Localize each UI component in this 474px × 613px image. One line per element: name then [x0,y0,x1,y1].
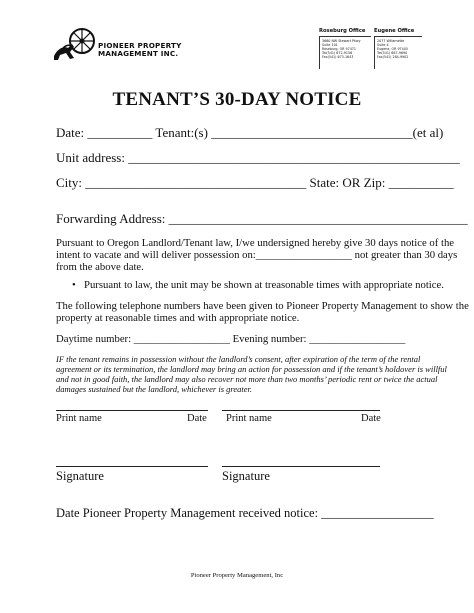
bullet-dot: • [72,279,76,291]
date-left-label: Date [187,413,207,424]
print-name-right-line[interactable] [222,410,380,411]
print-name-left-label: Print name [56,413,102,424]
eugene-office-title: Eugene Office [374,28,415,34]
eugene-line: 2077 Willamette [377,39,405,43]
roseburg-office-address [319,36,371,69]
eugene-line: Tel(541) 687-9690 [377,51,408,56]
signature-left-label: Signature [56,469,104,483]
roseburg-line: Roseburg, OR 97471 [322,47,356,52]
signature-right-label: Signature [222,469,270,483]
company-name [98,42,182,58]
phone-numbers-field[interactable]: Daytime number: __________________ Evening number: __________________ [56,333,406,345]
print-name-right-label: Print name [226,413,272,424]
eugene-line: Suite 4 [377,43,389,48]
roseburg-line: Fax(541) 673-1643 [322,55,354,60]
company-name-line2: MANAGEMENT INC. [98,49,179,58]
print-name-left-line[interactable] [56,410,208,411]
notice-line-3: from the above date. [56,261,144,273]
document-title: TENANT’S 30-DAY NOTICE [112,89,362,110]
eugene-line: Eugene, OR 97405 [377,47,408,52]
forwarding-address-field[interactable]: Forwarding Address: ______________________________________________ [56,211,468,226]
eugene-office-block [374,28,422,69]
roseburg-office-block [319,28,371,69]
roseburg-office-title: Roseburg Office [319,28,366,34]
legal-text-line-1: IF the tenant remains in possession without the landlord’s consent, after expiration of the term of the rental [56,354,421,364]
page-footer: Pioneer Property Management, Inc [190,572,284,579]
roseburg-line: Tel(541) 672-9156 [322,51,353,56]
legal-text-line-3: and not in good faith, the landlord may also recover not more than two months’ periodic rent or twice the actual [56,374,438,384]
signature-right-line[interactable] [222,466,380,467]
eugene-line: Fax(541) 284-9902 [377,55,409,60]
company-name-line1: PIONEER PROPERTY [98,41,182,50]
notice-line-1: Pursuant to Oregon Landlord/Tenant law, I/we undersigned hereby give 30 days notice of the [56,237,455,249]
received-notice-field[interactable]: Date Pioneer Property Management received notice: __________________ [56,506,434,520]
roseburg-line: Suite 101 [322,43,338,48]
phones-line-1: The following telephone numbers have been given to Pioneer Property Management to show the [56,300,469,312]
signature-left-line[interactable] [56,466,208,467]
date-tenant-field[interactable]: Date: __________ Tenant:(s) _______________________________(et al) [56,125,444,140]
legal-text-line-4: damages sustained but the landlord, whichever is greater. [56,384,253,394]
legal-text-line-2: agreement or its termination, the landlord may bring an action for possession and if the tenant’s holdover is willful [56,364,447,374]
bullet-text: Pursuant to law, the unit may be shown at treasonable times with appropriate notice. [84,279,444,291]
date-right-label: Date [361,413,381,424]
phones-line-2: property at reasonable times and with appropriate notice. [56,312,300,324]
unit-address-field[interactable]: Unit address: ___________________________________________________ [56,150,460,165]
eugene-office-address [374,36,422,69]
city-state-zip-field[interactable]: City: __________________________________ State: OR Zip: __________ [56,175,454,190]
roseburg-line: 3660 NW Stewart Pkwy [322,39,361,43]
notice-line-2[interactable]: intent to vacate and will deliver possession on:__________________ not greater than 30 days [56,249,458,261]
company-logo-icon [52,26,100,62]
